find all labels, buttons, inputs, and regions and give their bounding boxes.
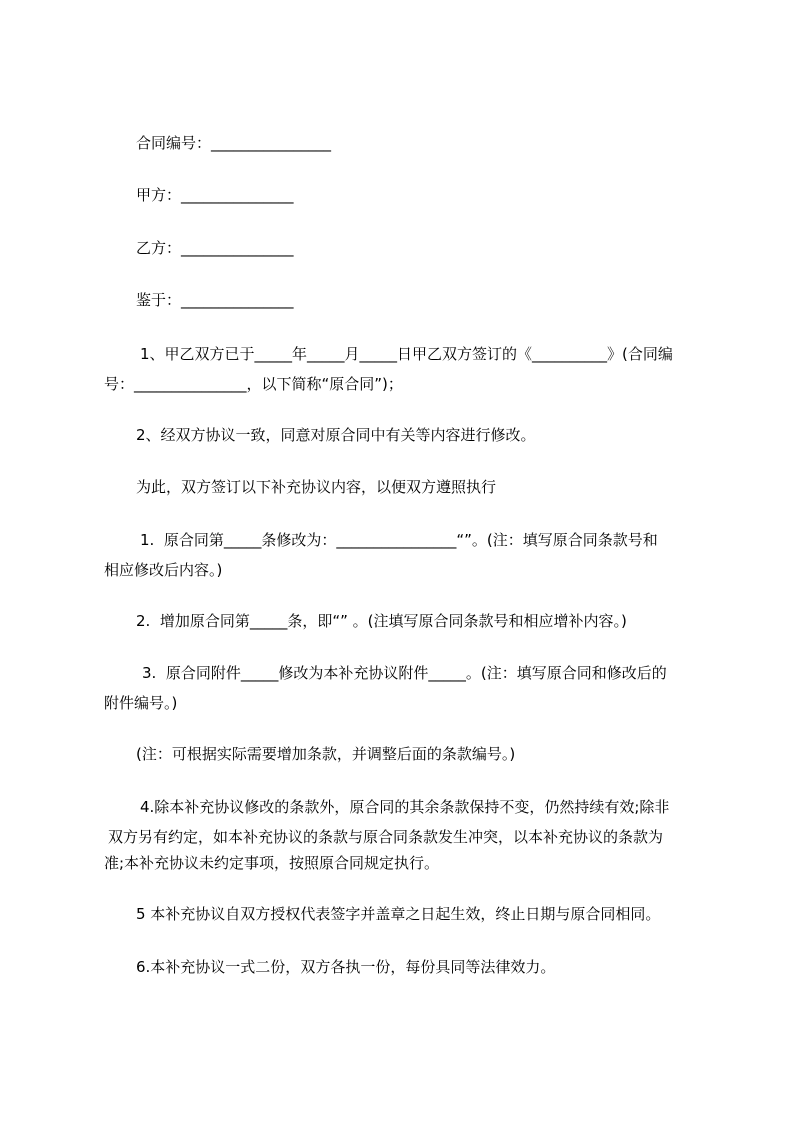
recital-2: 2、经双方协议一致，同意对原合同中有关等内容进行修改。 (136, 426, 536, 444)
clause-3-line-1: 3. 原合同附件_____修改为本补充协议附件_____。(注：填写原合同和修改后的 (142, 664, 667, 682)
recital-1-line-2: 号：_______________，以下简称“原合同”)； (104, 375, 403, 393)
clause-1-line-2: 相应修改后内容。) (104, 561, 223, 579)
clause-3-line-2: 附件编号。) (104, 694, 178, 712)
clause-5: 5 本补充协议自双方授权代表签字并盖章之日起生效，终止日期与原合同相同。 (136, 905, 661, 923)
intro-paragraph: 为此，双方签订以下补充协议内容，以便双方遵照执行 (136, 478, 497, 496)
recital-1-line-1: 1、甲乙双方已于_____年_____月_____日甲乙双方签订的《__________》(合同编 (140, 345, 673, 363)
party-a-field: 甲方：_______________ (136, 186, 294, 204)
clause-6: 6.本补充协议一式二份，双方各执一份，每份具同等法律效力。 (136, 958, 556, 976)
clause-2: 2. 增加原合同第_____条，即“” 。(注填写原合同条款号和相应增补内容。) (136, 612, 627, 630)
note-paragraph: (注：可根据实际需要增加条款，并调整后面的条款编号。) (136, 745, 516, 763)
contract-number-field: 合同编号：________________ (136, 134, 332, 152)
clause-4-line-2: 双方另有约定，如本补充协议的条款与原合同条款发生冲突，以本补充协议的条款为 (108, 828, 664, 846)
whereas-field: 鉴于：_______________ (136, 291, 294, 309)
clause-4-line-1: 4.除本补充协议修改的条款外，原合同的其余条款保持不变，仍然持续有效;除非 (140, 798, 670, 816)
clause-4-line-3: 准;本补充协议未约定事项，按照原合同规定执行。 (104, 854, 440, 872)
party-b-field: 乙方：_______________ (136, 239, 294, 257)
clause-1-line-1: 1. 原合同第_____条修改为：________________“”。(注：填写原合同条款号和 (140, 531, 658, 549)
